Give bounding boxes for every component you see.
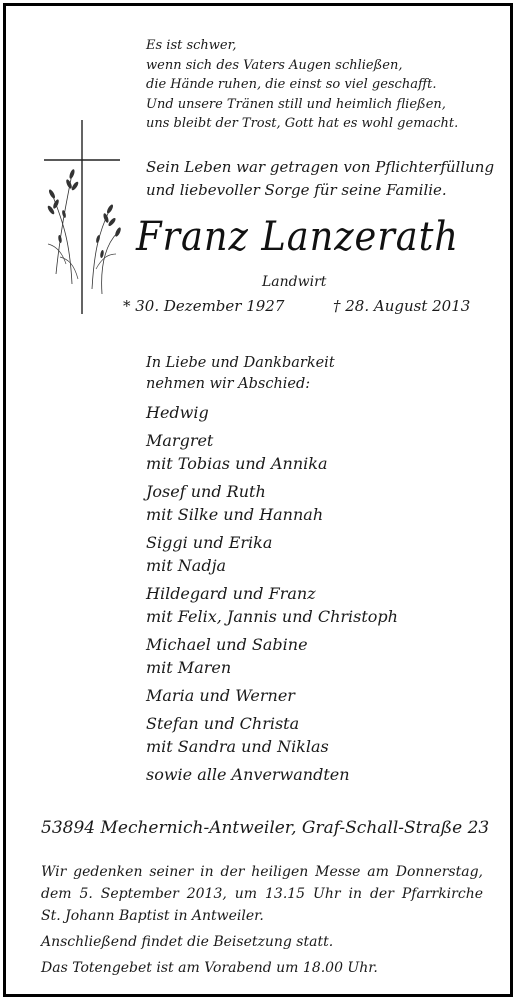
farewell-intro-line: In Liebe und Dankbarkeit [146,355,335,371]
notice-line: Anschließend findet die Beisetzung statt. [41,934,334,950]
mourner-line: Hedwig [146,403,209,422]
mourner-line: mit Silke und Hannah [146,505,324,524]
mourner-group [146,763,398,786]
death-date: † 28. August 2013 [333,297,471,315]
occupation: Landwirt [262,274,327,290]
mourner-line: Siggi und Erika [146,533,273,552]
obituary-card [3,3,513,997]
mourner-line: sowie alle Anverwandten [146,765,350,784]
farewell-intro [146,353,335,395]
life-statement-line: und liebevoller Sorge für seine Familie. [146,181,447,199]
mourner-group [146,582,398,628]
notice-line: Das Totengebet ist am Vorabend um 18.00 Uhr. [41,960,378,976]
mourner-line: mit Sandra und Niklas [146,737,329,756]
mourner-line: Stefan und Christa [146,714,300,733]
mourner-group [146,531,398,577]
mourner-group [146,712,398,758]
poem-line: uns bleibt der Trost, Gott hat es wohl gemacht. [146,116,459,131]
mourner-line: mit Maren [146,658,232,677]
deceased-name: Franz Lanzerath [136,214,459,260]
mourner-group [146,684,398,707]
life-statement [146,156,494,202]
notice-line: St. Johann Baptist in Antweiler. [41,908,264,924]
mourner-group [146,480,398,526]
mourner-line: mit Felix, Jannis und Christoph [146,607,398,626]
mourner-line: Josef und Ruth [146,482,266,501]
poem-line: wenn sich des Vaters Augen schließen, [146,57,403,73]
mourner-line: mit Nadja [146,556,227,575]
farewell-intro-line: nehmen wir Abschied: [146,376,311,392]
poem [146,36,458,134]
mourner-line: Margret [146,431,214,450]
notice-line: dem 5. September 2013, um 13.15 Uhr in der Pfarrkirche [41,886,483,902]
mourner-group [146,401,398,424]
poem-line: die Hände ruhen, die einst so viel geschafft. [146,77,437,92]
birth-date: * 30. Dezember 1927 [123,297,285,315]
service-notice [41,861,483,979]
mourner-line: mit Tobias und Annika [146,454,328,473]
mourner-line: Michael und Sabine [146,635,308,654]
mourner-group [146,429,398,475]
poem-line: Es ist schwer, [146,38,237,53]
notice-line: Wir gedenken seiner in der heiligen Messe am Donnerstag, [41,864,483,880]
mourners-list [146,401,398,791]
mourner-line: Maria und Werner [146,686,295,705]
address: 53894 Mechernich-Antweiler, Graf-Schall-Straße 23 [41,818,490,838]
mourner-group [146,633,398,679]
mourner-line: Hildegard und Franz [146,584,316,603]
cross-with-wheat-icon [42,114,122,314]
life-statement-line: Sein Leben war getragen von Pflichterfüllung [146,158,495,176]
poem-line: Und unsere Tränen still und heimlich fließen, [146,96,446,112]
